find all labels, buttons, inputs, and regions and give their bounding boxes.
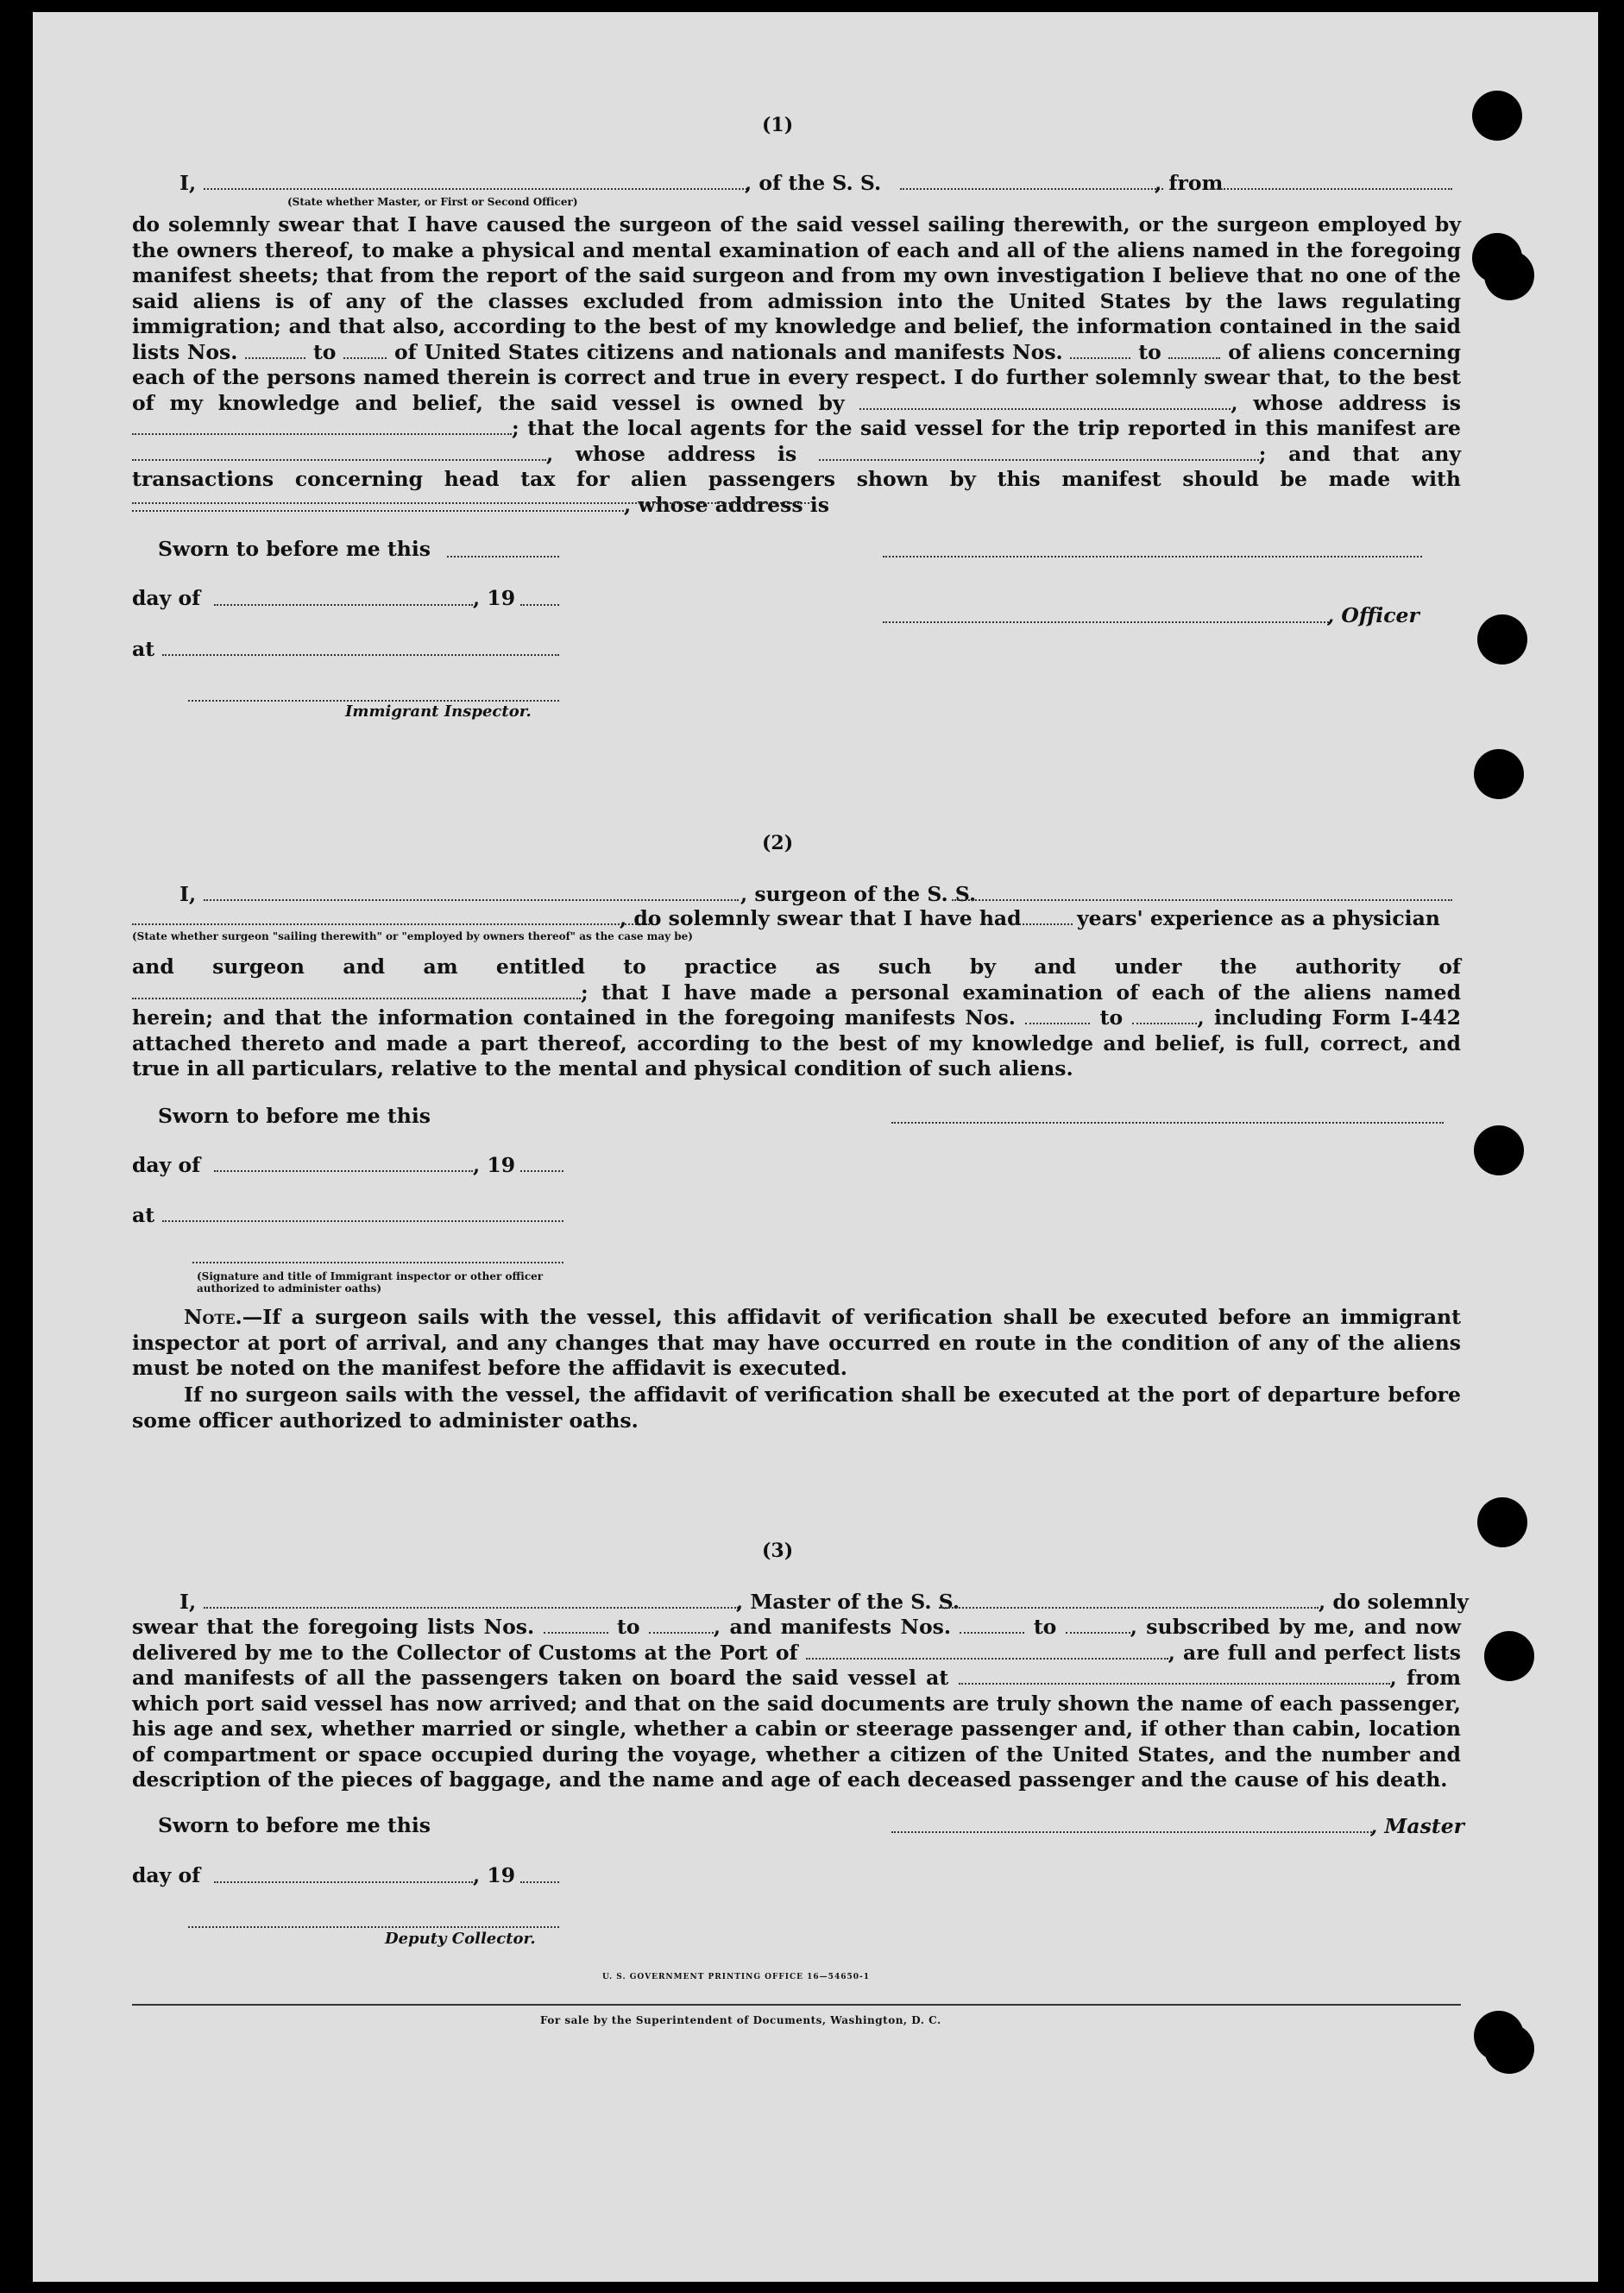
- s3-sworn-label: Sworn to before me this: [158, 1813, 431, 1837]
- s3-name-blank[interactable]: [204, 1607, 739, 1609]
- s2-signature-blank[interactable]: [891, 1122, 1444, 1124]
- s1-year-blank[interactable]: [520, 604, 559, 606]
- s3-collector-blank[interactable]: [188, 1926, 559, 1928]
- footer-rule: [132, 2004, 1461, 2006]
- s3-swear-label: , do solemnly: [1319, 1590, 1469, 1614]
- s2-note-2: If no surgeon sails with the vessel, the affidavit of verification shall be executed at the port of departure before some officer authorized to administer oaths.: [132, 1383, 1461, 1433]
- section-1-number: (1): [762, 114, 794, 136]
- s1-officer-label: , Officer: [1327, 603, 1419, 627]
- s2-years-blank[interactable]: [1012, 923, 1073, 925]
- section-2-number: (2): [762, 832, 794, 854]
- s1-at-blank[interactable]: [162, 654, 559, 656]
- s3-master-label: , Master of the S. S.: [736, 1590, 960, 1614]
- s2-19-label: , 19: [473, 1153, 516, 1177]
- punch-hole: [1484, 1631, 1534, 1681]
- s1-day-blank[interactable]: [214, 604, 473, 606]
- s2-surgeon-caption: (State whether surgeon "sailing therewith" or "employed by owners thereof" as the case may be): [132, 930, 693, 942]
- s2-i-label: I,: [179, 882, 197, 906]
- s1-ss-blank[interactable]: [900, 188, 1163, 190]
- s2-year-blank[interactable]: [520, 1170, 563, 1172]
- s2-at-label: at: [132, 1203, 155, 1227]
- s2-sworn-label: Sworn to before me this: [158, 1104, 431, 1128]
- punch-hole: [1474, 1125, 1524, 1175]
- s1-officer-blank[interactable]: [883, 621, 1331, 623]
- punch-hole: [1474, 749, 1524, 799]
- s3-year-blank[interactable]: [520, 1881, 559, 1883]
- punch-hole: [1484, 250, 1534, 300]
- s1-i-label: I,: [179, 171, 197, 195]
- s2-body: and surgeon and am entitled to practice as such by and under the authority of ; that I have made a personal examination of each of the aliens named herein; and that the information contained in the foregoing manifests Nos. to , including Form I-442 attached thereto and made a part thereof, according to the best of my knowledge and belief, is full, correct, and true in all particulars, relative to the mental and physical condition of such aliens.: [132, 954, 1461, 1080]
- s2-surgeon-label: , surgeon of the S. S.: [740, 882, 977, 906]
- s2-day-label: day of: [132, 1153, 201, 1177]
- document-page: [33, 12, 1598, 2282]
- s3-day-label: day of: [132, 1863, 201, 1887]
- s1-officer-caption: (State whether Master, or First or Second Officer): [287, 196, 578, 208]
- s3-ss-blank[interactable]: [939, 1607, 1319, 1609]
- s2-note: Note.—If a surgeon sails with the vessel, this affidavit of verification shall be executed before an immigrant inspector at port of arrival, and any changes that may have occurred en route in the condition of any of the aliens must be noted on the manifest before the affidavit is executed.: [132, 1305, 1461, 1380]
- s3-collector-label: Deputy Collector.: [385, 1930, 536, 1948]
- s3-body: swear that the foregoing lists Nos. to , and manifests Nos. to , subscribed by me, and now delivered by me to the Collector of Customs at the Port of , are full and perfect lists and manifests of all the passengers taken on board the said vessel at , from which port said vessel has now arrived; and that on the said documents are truly shown the name of each passenger, his age and sex, whether married or single, whether a cabin or steerage passenger and, if other than cabin, location of compartment or space occupied during the voyage, whether a citizen of the United States, and the number and description of the pieces of baggage, and the name and age of each deceased passenger and the cause of his death.: [132, 1615, 1462, 1792]
- s2-type-blank[interactable]: [132, 923, 650, 925]
- s3-master-blank[interactable]: [891, 1831, 1375, 1833]
- s2-at-blank[interactable]: [162, 1220, 563, 1222]
- s1-from-blank[interactable]: [1211, 188, 1452, 190]
- s3-day-blank[interactable]: [214, 1881, 473, 1883]
- s2-swear-label: , do solemnly swear that I have had: [620, 906, 1022, 930]
- punch-hole: [1477, 614, 1527, 665]
- s2-sig-caption: (Signature and title of Immigrant inspector or other officer authorized to administer oaths): [197, 1270, 544, 1295]
- printing-office: U. S. GOVERNMENT PRINTING OFFICE 16—54650-1: [602, 1973, 870, 1981]
- s1-19-label: , 19: [473, 586, 516, 610]
- s1-ss-label: , of the S. S.: [745, 171, 882, 195]
- s2-sig-blank[interactable]: [192, 1262, 563, 1263]
- s1-at-label: at: [132, 637, 155, 661]
- s2-ss-blank[interactable]: [952, 899, 1452, 901]
- s1-from-label: , from: [1155, 171, 1224, 195]
- s2-day-blank[interactable]: [214, 1170, 473, 1172]
- s1-day-label: day of: [132, 586, 201, 610]
- s1-inspector-blank[interactable]: [188, 700, 559, 702]
- s1-sworn-blank[interactable]: [447, 556, 559, 558]
- s3-master-sig-label: , Master: [1370, 1814, 1465, 1838]
- s2-name-blank[interactable]: [204, 899, 739, 901]
- s1-name-blank[interactable]: [204, 188, 747, 190]
- s3-i-label: I,: [179, 1590, 197, 1614]
- s1-address-blank[interactable]: [132, 502, 809, 504]
- s1-inspector-label: Immigrant Inspector.: [345, 702, 532, 721]
- punch-hole: [1472, 91, 1522, 141]
- section-3-number: (3): [762, 1540, 794, 1562]
- s1-body: do solemnly swear that I have caused the surgeon of the said vessel sailing therewith, or the surgeon employed by the owners thereof, to make a physical and mental examination of each and all of the aliens named in the foregoing manifest sheets; that from the report of the said surgeon and from my own investigation I believe that no one of the said aliens is of any of the classes excluded from admission into the United States by the laws regulating immigration; and that also, according to the best of my knowledge and belief, the information contained in the said lists Nos. to of United States citizens and nationals and manifests Nos. to of aliens concerning each of the persons named therein is correct and true in every respect. I do further solemnly swear that, to the best of my knowledge and belief, the said vessel is owned by , whose address is ; that the local agents for the said vessel for the trip reported in this manifest are , whose address is ; and that any transactions concerning head tax for alien passengers shown by this manifest should be made with , whose address is: [132, 212, 1462, 517]
- punch-hole: [1484, 2024, 1534, 2074]
- s2-years-label: years' experience as a physician: [1077, 906, 1440, 930]
- s3-19-label: , 19: [473, 1863, 516, 1887]
- s1-officer-blank-1[interactable]: [883, 556, 1422, 558]
- s1-sworn-label: Sworn to before me this: [158, 537, 431, 561]
- sale-notice: For sale by the Superintendent of Documents, Washington, D. C.: [540, 2014, 941, 2026]
- punch-hole: [1477, 1497, 1527, 1547]
